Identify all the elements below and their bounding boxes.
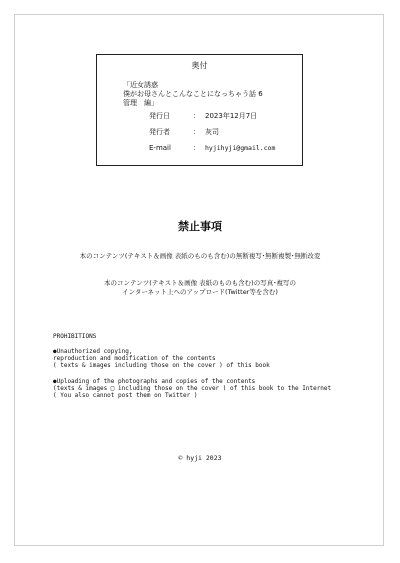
prohibition-item-1: [53, 348, 270, 369]
email-label: E-mail: [149, 144, 171, 152]
publish-date-value: 2023年12月7日: [205, 112, 258, 120]
prohibition-item-1-line-2: reproduction and modification of the contents: [53, 355, 216, 362]
colon: ：: [193, 144, 200, 152]
colon: ：: [193, 128, 200, 136]
colophon-box: [96, 54, 303, 166]
prohibitions-heading: PROHIBITIONS: [53, 333, 97, 340]
prohibition-item-1-line-1: ●Unauthorized copying,: [53, 348, 133, 355]
colophon-heading: 奥付: [191, 61, 208, 70]
colon: ：: [193, 112, 200, 120]
prohibition-item-2-line-2: (texts & images □ including those on the cover ) of this book to the Internet: [53, 385, 332, 392]
prohibition-item-2: [53, 378, 331, 399]
prohibited-heading: 禁止事項: [178, 220, 222, 233]
book-title-line-3: 管理 編」: [123, 99, 158, 107]
publisher-value: 灰司: [205, 128, 219, 136]
book-title-line-1: 「近女誘惑: [123, 81, 158, 89]
publish-date-label: 発行日: [149, 112, 170, 120]
prohibited-line-3: インターネット上へのアップロード(Twitter等を含む): [122, 288, 278, 296]
prohibited-line-2: 本のコンテンツ(テキスト＆画像 表紙のものも含む)の写真･複写の: [104, 279, 296, 287]
prohibition-item-2-line-3: ( You also cannot post them on Twitter ): [53, 392, 198, 399]
email-value: hyjihyji@gmail.com: [205, 144, 276, 152]
copyright: © hyji 2023: [178, 454, 222, 462]
prohibition-item-1-line-3: ( texts & images including those on the cover ) of this book: [53, 362, 270, 369]
prohibited-line-1: 本のコンテンツ(テキスト＆画像 表紙のものも含む)の無断複写･無断複製･無断改変: [79, 252, 321, 260]
book-title-line-2: 僕がお母さんとこんなことになっちゃう話 6: [123, 90, 263, 98]
publisher-label: 発行者: [149, 128, 170, 136]
prohibition-item-2-line-1: ●Uploading of the photographs and copies of the contents: [53, 378, 256, 385]
